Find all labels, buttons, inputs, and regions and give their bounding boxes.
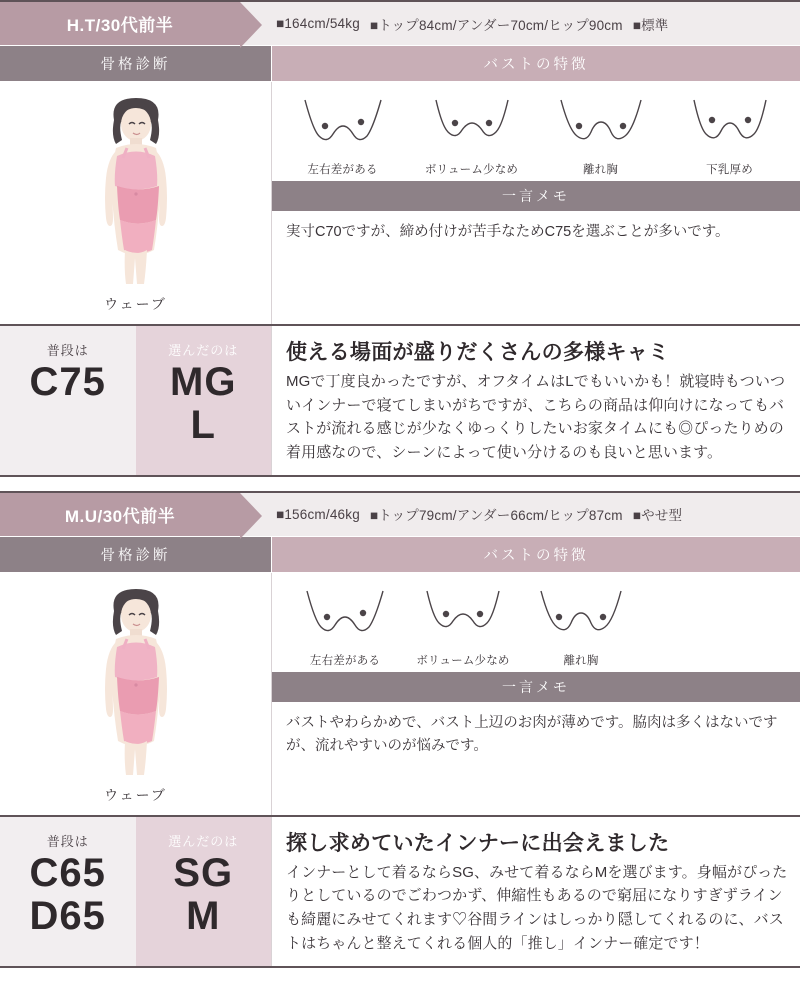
- skeleton-column: [0, 82, 272, 324]
- chosen-size-caption: 選んだのは: [168, 343, 239, 358]
- review-card: [0, 0, 800, 477]
- skeleton-diagnosis-header: 骨格診断: [0, 537, 272, 572]
- bust-shape-icon: [553, 92, 649, 154]
- bust-feature-item: [284, 92, 402, 177]
- bust-feature-header: バストの特徴: [272, 46, 800, 81]
- bust-column: [272, 82, 800, 324]
- bust-feature-label: ボリューム少なめ: [424, 164, 519, 176]
- reviewer-stats: [240, 2, 800, 45]
- bust-feature-label: 離れ胸: [582, 164, 619, 176]
- bust-feature-item: [286, 583, 404, 668]
- chosen-size-block: [136, 326, 272, 475]
- skeleton-column: [0, 573, 272, 815]
- stat-height-weight: ■156cm/46kg: [276, 506, 360, 522]
- comment-title: 使える場面が盛りだくさんの多様キャミ: [286, 341, 670, 364]
- comment-block: [272, 326, 800, 475]
- bust-feature-header: バストの特徴: [272, 537, 800, 572]
- bust-shape-icon: [295, 92, 391, 154]
- bust-feature-label: 離れ胸: [563, 654, 599, 667]
- bust-shape-icon: [682, 92, 778, 154]
- memo-text: バストやわらかめで、バスト上辺のお肉が薄めです。脇肉は多くはないですが、流れやすいのが悩みです。: [286, 714, 778, 755]
- body-figure-illustration: [61, 581, 211, 781]
- stat-body-type: ■やせ型: [632, 508, 683, 524]
- usual-size-caption: 普段は: [46, 343, 89, 358]
- comment-title: 探し求めていたインナーに出会えました: [286, 831, 670, 855]
- column-body: [0, 573, 800, 817]
- chosen-size-caption: 選んだのは: [168, 833, 239, 849]
- body-figure-illustration: [61, 90, 211, 290]
- bust-feature-label: ボリューム少なめ: [416, 654, 510, 667]
- review-card: [0, 491, 800, 968]
- bust-feature-row: [272, 573, 800, 672]
- reviewer-name: M.U/30代前半: [0, 493, 240, 536]
- bust-feature-label: 左右差がある: [307, 164, 378, 176]
- column-headers: [0, 46, 800, 82]
- chosen-size-block: [136, 817, 272, 966]
- size-box: [0, 817, 272, 966]
- chosen-size-value: SG M: [173, 850, 234, 938]
- reviewer-name: H.T/30代前半: [0, 2, 240, 45]
- bust-shape-icon: [415, 583, 511, 645]
- bust-column: [272, 573, 800, 815]
- memo-text: 実寸C70ですが、締め付けが苦手なためC75を選ぶことが多いです。: [286, 224, 730, 240]
- bust-feature-item: [413, 92, 531, 177]
- skeleton-diagnosis-header: 骨格診断: [0, 46, 272, 81]
- size-and-comment: [0, 817, 800, 968]
- bust-feature-label: 左右差がある: [309, 654, 381, 667]
- size-and-comment: [0, 326, 800, 477]
- reviewer-stats: [240, 493, 800, 536]
- comment-text: インナーとして着るならSG、みせて着るならMを選びます。身幅がぴったりとしているのでごわつかず、伸縮性もあるので窮屈になりすぎずラインも綺麗にみせてくれます♡谷間ラインはしっかり隠してくれるのに、バストはちゃんと整えてくれる個人的「推し」インナー確定です！: [286, 863, 788, 952]
- column-body: [0, 82, 800, 326]
- review-header: [0, 491, 800, 537]
- stat-measurements: ■トップ79cm/アンダー66cm/ヒップ87cm: [369, 508, 623, 524]
- chosen-size-value: MG L: [170, 360, 237, 448]
- usual-size-block: [0, 326, 136, 475]
- memo-header: 一言メモ: [272, 181, 800, 211]
- bust-feature-item: [522, 583, 640, 668]
- usual-size-value: C75: [29, 360, 106, 404]
- stat-measurements: ■トップ84cm/アンダー70cm/ヒップ90cm: [369, 17, 623, 33]
- bust-feature-row: [272, 82, 800, 181]
- bust-shape-icon: [297, 583, 393, 645]
- bust-feature-item: [671, 92, 789, 177]
- bust-shape-icon: [424, 92, 520, 154]
- bust-feature-item: [542, 92, 660, 177]
- usual-size-caption: 普段は: [46, 833, 89, 849]
- comment-block: [272, 817, 800, 966]
- memo-header: 一言メモ: [272, 672, 800, 702]
- skeleton-type-label: ウェーブ: [104, 786, 167, 803]
- size-box: [0, 326, 272, 475]
- review-header: [0, 0, 800, 46]
- usual-size-block: [0, 817, 136, 966]
- bust-feature-item: [404, 583, 522, 668]
- stat-height-weight: ■164cm/54kg: [276, 16, 360, 31]
- stat-body-type: ■標準: [632, 17, 669, 33]
- bust-feature-label: 下乳厚め: [706, 164, 753, 176]
- column-headers: [0, 537, 800, 573]
- skeleton-type-label: ウェーブ: [104, 296, 167, 312]
- bust-shape-icon: [533, 583, 629, 645]
- comment-text: MGで丁度良かったですが、オフタイムはLでもいいかも！就寝時もついついインナーで寝てしまいがちですが、こちらの商品は仰向けになってもバストが流れる感じが少なくゆっくりしたいお家タイムにも◎ぴったりめの着用感なので、シーンによって使い分けるのも良いと思います。: [286, 373, 786, 462]
- usual-size-value: C65 D65: [29, 850, 106, 938]
